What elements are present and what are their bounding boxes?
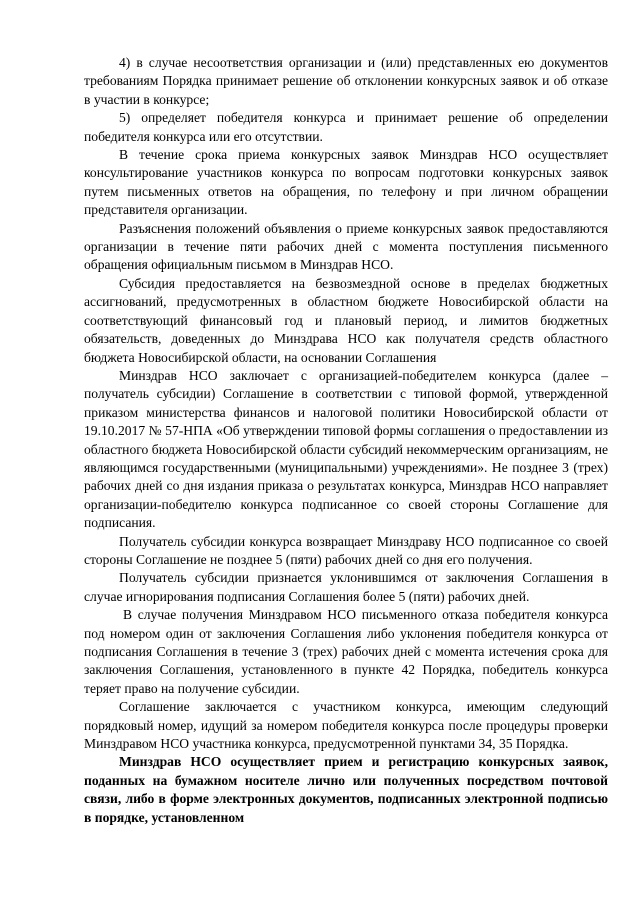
paragraph-clarifications: Разъяснения положений объявления о приеме конкурсных заявок предоставляются организации в течение пяти рабочих дней с момента поступления письменного обращения официальным письмом в Минздрав НСО. [84, 220, 608, 273]
paragraph-item-4: 4) в случае несоответствия организации и (или) представленных ею документов требованиям Порядка принимает решение об отклонении конкурсных заявок и об отказе в участии в конкурсе; [84, 55, 608, 107]
paragraph-agreement: Минздрав НСО заключает с организацией-победителем конкурса (далее – получатель субсидии) Соглашение в соответствии с типовой формой, утвержденной приказом министерства финансов и налоговой политики Новосибирской области от 19.10.2017 № 57-НПА «Об утверждении типовой формы соглашения о предоставлении из областного бюджета Новосибирской области субсидий некоммерческим организациям, не являющимся государственными (муниципальными) учреждениями». Не позднее 3 (трех) рабочих дней со дня издания приказа о результатах конкурса, Минздрав НСО направляет организации-победителю конкурса подписанное со своей стороны Соглашение для подписания. [84, 367, 608, 531]
paragraph-next-participant: Соглашение заключается с участником конкурса, имеющим следующий порядковый номер, идущий за номером победителя конкурса после процедуры проверки Минздравом НСО участника конкурса, предусмотренной пунктами 34, 35 Порядка. [84, 699, 608, 752]
paragraph-reception-bold: Минздрав НСО осуществляет прием и регистрацию конкурсных заявок, поданных на бумажном носителе лично или полученных посредством почтовой связи, либо в форме электронных документов, подписанных электронной подписью в порядке, установленном [84, 754, 608, 825]
paragraph-return-agreement: Получатель субсидии конкурса возвращает Минздраву НСО подписанное со своей стороны Соглашение не позднее 5 (пяти) рабочих дней со дня его получения. [84, 533, 608, 567]
paragraph-refusal: В случае получения Минздравом НСО письменного отказа победителя конкурса под номером один от заключения Соглашения либо уклонения победителя конкурса от подписания Соглашения в течение 3 (трех) рабочих дней с момента истечения срока для заключения Соглашения, установленного в пункте 42 Порядка, победитель конкурса теряет право на получение субсидии. [84, 607, 608, 696]
paragraph-evasion: Получатель субсидии признается уклонившимся от заключения Соглашения в случае игнорирования подписания Соглашения более 5 (пяти) рабочих дней. [84, 570, 608, 604]
paragraph-consultation: В течение срока приема конкурсных заявок Минздрав НСО осуществляет консультирование участников конкурса по вопросам подготовки конкурсных заявок путем письменных ответов на обращения, по телефону и при личном обращении представителя организации. [84, 147, 608, 218]
paragraph-subsidy: Субсидия предоставляется на безвозмездной основе в пределах бюджетных ассигнований, предусмотренных в областном бюджете Новосибирской области на соответствующий финансовый год и плановый период, и лимитов бюджетных обязательств, доведенных до Минздрава НСО как получателя средств областного бюджета Новосибирской области, на основании Соглашения [84, 275, 608, 365]
paragraph-item-5: 5) определяет победителя конкурса и принимает решение об определении победителя конкурса или его отсутствии. [84, 110, 608, 144]
